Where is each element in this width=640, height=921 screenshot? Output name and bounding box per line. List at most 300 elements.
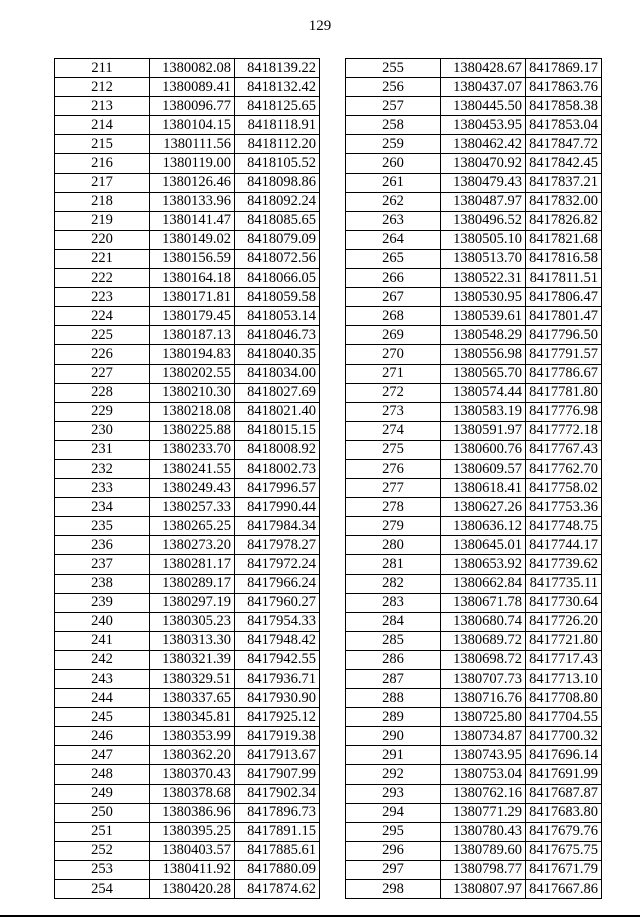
table-row [346,288,602,307]
table-row [346,536,602,555]
table-row [55,670,320,689]
x-coordinate-cell: 1380395.25 [150,822,235,841]
table-row [55,555,320,574]
y-coordinate-cell: 8418072.56 [235,249,320,268]
bottom-rule [0,915,640,917]
x-coordinate-cell: 1380218.08 [150,402,235,421]
point-number-cell: 286 [346,650,441,669]
y-coordinate-cell: 8418118.91 [235,116,320,135]
y-coordinate-cell: 8417758.02 [526,479,602,498]
point-number-cell: 211 [55,59,150,78]
y-coordinate-cell: 8417821.68 [526,230,602,249]
point-number-cell: 279 [346,517,441,536]
x-coordinate-cell: 1380281.17 [150,555,235,574]
point-number-cell: 243 [55,670,150,689]
point-number-cell: 252 [55,841,150,860]
y-coordinate-cell: 8417739.62 [526,555,602,574]
table-row [346,269,602,288]
table-row [346,154,602,173]
x-coordinate-cell: 1380420.28 [150,880,235,899]
x-coordinate-cell: 1380194.83 [150,345,235,364]
table-row [55,689,320,708]
point-number-cell: 232 [55,459,150,478]
y-coordinate-cell: 8418079.09 [235,230,320,249]
table-row [346,249,602,268]
y-coordinate-cell: 8418021.40 [235,402,320,421]
y-coordinate-cell: 8417806.47 [526,288,602,307]
table-row [55,402,320,421]
x-coordinate-cell: 1380353.99 [150,727,235,746]
x-coordinate-cell: 1380479.43 [441,173,526,192]
coordinates-table-left [54,58,320,899]
point-number-cell: 251 [55,822,150,841]
y-coordinate-cell: 8417748.75 [526,517,602,536]
point-number-cell: 249 [55,784,150,803]
x-coordinate-cell: 1380513.70 [441,249,526,268]
x-coordinate-cell: 1380496.52 [441,211,526,230]
x-coordinate-cell: 1380645.01 [441,536,526,555]
x-coordinate-cell: 1380233.70 [150,440,235,459]
table-row [55,708,320,727]
table-row [346,459,602,478]
table-row [346,326,602,345]
table-row [55,574,320,593]
point-number-cell: 220 [55,230,150,249]
table-row [55,288,320,307]
x-coordinate-cell: 1380789.60 [441,841,526,860]
table-row [55,307,320,326]
point-number-cell: 224 [55,307,150,326]
x-coordinate-cell: 1380241.55 [150,459,235,478]
x-coordinate-cell: 1380743.95 [441,746,526,765]
x-coordinate-cell: 1380149.02 [150,230,235,249]
point-number-cell: 213 [55,97,150,116]
point-number-cell: 216 [55,154,150,173]
table-row [346,631,602,650]
table-row [55,421,320,440]
y-coordinate-cell: 8417713.10 [526,670,602,689]
x-coordinate-cell: 1380289.17 [150,574,235,593]
point-number-cell: 275 [346,440,441,459]
point-number-cell: 285 [346,631,441,650]
table-row [346,555,602,574]
point-number-cell: 215 [55,135,150,154]
table-row [55,841,320,860]
point-number-cell: 230 [55,421,150,440]
point-number-cell: 296 [346,841,441,860]
point-number-cell: 246 [55,727,150,746]
x-coordinate-cell: 1380780.43 [441,822,526,841]
point-number-cell: 284 [346,612,441,631]
point-number-cell: 238 [55,574,150,593]
point-number-cell: 228 [55,383,150,402]
table-row [346,173,602,192]
table-row [55,727,320,746]
y-coordinate-cell: 8418112.20 [235,135,320,154]
point-number-cell: 298 [346,880,441,899]
x-coordinate-cell: 1380362.20 [150,746,235,765]
x-coordinate-cell: 1380662.84 [441,574,526,593]
y-coordinate-cell: 8417847.72 [526,135,602,154]
y-coordinate-cell: 8417811.51 [526,269,602,288]
y-coordinate-cell: 8417896.73 [235,803,320,822]
x-coordinate-cell: 1380104.15 [150,116,235,135]
table-row [346,765,602,784]
y-coordinate-cell: 8417984.34 [235,517,320,536]
x-coordinate-cell: 1380111.56 [150,135,235,154]
y-coordinate-cell: 8417708.80 [526,689,602,708]
y-coordinate-cell: 8417913.67 [235,746,320,765]
x-coordinate-cell: 1380522.31 [441,269,526,288]
x-coordinate-cell: 1380716.76 [441,689,526,708]
x-coordinate-cell: 1380225.88 [150,421,235,440]
table-row [346,650,602,669]
y-coordinate-cell: 8417735.11 [526,574,602,593]
y-coordinate-cell: 8417753.36 [526,498,602,517]
table-row [346,479,602,498]
point-number-cell: 219 [55,211,150,230]
point-number-cell: 245 [55,708,150,727]
point-number-cell: 253 [55,860,150,879]
x-coordinate-cell: 1380156.59 [150,249,235,268]
table-row [346,97,602,116]
table-row [346,803,602,822]
x-coordinate-cell: 1380313.30 [150,631,235,650]
y-coordinate-cell: 8417966.24 [235,574,320,593]
point-number-cell: 294 [346,803,441,822]
y-coordinate-cell: 8418066.05 [235,269,320,288]
table-row [346,402,602,421]
point-number-cell: 244 [55,689,150,708]
y-coordinate-cell: 8417772.18 [526,421,602,440]
point-number-cell: 259 [346,135,441,154]
table-row [55,479,320,498]
x-coordinate-cell: 1380297.19 [150,593,235,612]
point-number-cell: 276 [346,459,441,478]
y-coordinate-cell: 8418125.65 [235,97,320,116]
point-number-cell: 227 [55,364,150,383]
x-coordinate-cell: 1380548.29 [441,326,526,345]
point-number-cell: 225 [55,326,150,345]
point-number-cell: 221 [55,249,150,268]
point-number-cell: 235 [55,517,150,536]
y-coordinate-cell: 8418053.14 [235,307,320,326]
point-number-cell: 266 [346,269,441,288]
point-number-cell: 214 [55,116,150,135]
y-coordinate-cell: 8417990.44 [235,498,320,517]
y-coordinate-cell: 8417891.15 [235,822,320,841]
point-number-cell: 268 [346,307,441,326]
table-row [346,708,602,727]
x-coordinate-cell: 1380591.97 [441,421,526,440]
x-coordinate-cell: 1380762.16 [441,784,526,803]
y-coordinate-cell: 8417796.50 [526,326,602,345]
point-number-cell: 265 [346,249,441,268]
y-coordinate-cell: 8417767.43 [526,440,602,459]
table-row [55,650,320,669]
point-number-cell: 270 [346,345,441,364]
table-row [55,860,320,879]
point-number-cell: 283 [346,593,441,612]
x-coordinate-cell: 1380403.57 [150,841,235,860]
table-row [55,269,320,288]
y-coordinate-cell: 8417948.42 [235,631,320,650]
table-row [55,383,320,402]
table-row [346,192,602,211]
table-row [346,78,602,97]
y-coordinate-cell: 8417801.47 [526,307,602,326]
table-row [55,116,320,135]
point-number-cell: 231 [55,440,150,459]
table-row [346,860,602,879]
y-coordinate-cell: 8417936.71 [235,670,320,689]
table-row [346,498,602,517]
y-coordinate-cell: 8417667.86 [526,880,602,899]
table-row [346,822,602,841]
point-number-cell: 233 [55,479,150,498]
y-coordinate-cell: 8417832.00 [526,192,602,211]
point-number-cell: 297 [346,860,441,879]
table-row [346,517,602,536]
table-row [55,326,320,345]
point-number-cell: 218 [55,192,150,211]
y-coordinate-cell: 8417744.17 [526,536,602,555]
y-coordinate-cell: 8417704.55 [526,708,602,727]
point-number-cell: 242 [55,650,150,669]
point-number-cell: 236 [55,536,150,555]
point-number-cell: 240 [55,612,150,631]
table-row [55,97,320,116]
x-coordinate-cell: 1380725.80 [441,708,526,727]
point-number-cell: 277 [346,479,441,498]
table-row [55,249,320,268]
x-coordinate-cell: 1380734.87 [441,727,526,746]
x-coordinate-cell: 1380096.77 [150,97,235,116]
x-coordinate-cell: 1380411.92 [150,860,235,879]
y-coordinate-cell: 8417762.70 [526,459,602,478]
point-number-cell: 254 [55,880,150,899]
table-row [346,211,602,230]
y-coordinate-cell: 8417675.75 [526,841,602,860]
point-number-cell: 241 [55,631,150,650]
y-coordinate-cell: 8417880.09 [235,860,320,879]
point-number-cell: 278 [346,498,441,517]
x-coordinate-cell: 1380210.30 [150,383,235,402]
point-number-cell: 281 [346,555,441,574]
y-coordinate-cell: 8417863.76 [526,78,602,97]
point-number-cell: 248 [55,765,150,784]
y-coordinate-cell: 8417919.38 [235,727,320,746]
x-coordinate-cell: 1380453.95 [441,116,526,135]
y-coordinate-cell: 8417960.27 [235,593,320,612]
x-coordinate-cell: 1380437.07 [441,78,526,97]
point-number-cell: 217 [55,173,150,192]
table-row [55,59,320,78]
table-row [55,536,320,555]
x-coordinate-cell: 1380636.12 [441,517,526,536]
x-coordinate-cell: 1380565.70 [441,364,526,383]
table-row [346,307,602,326]
y-coordinate-cell: 8417972.24 [235,555,320,574]
point-number-cell: 237 [55,555,150,574]
table-row [55,459,320,478]
table-row [346,689,602,708]
point-number-cell: 256 [346,78,441,97]
y-coordinate-cell: 8418008.92 [235,440,320,459]
x-coordinate-cell: 1380671.78 [441,593,526,612]
y-coordinate-cell: 8417683.80 [526,803,602,822]
y-coordinate-cell: 8417996.57 [235,479,320,498]
x-coordinate-cell: 1380082.08 [150,59,235,78]
point-number-cell: 258 [346,116,441,135]
x-coordinate-cell: 1380556.98 [441,345,526,364]
y-coordinate-cell: 8417721.80 [526,631,602,650]
y-coordinate-cell: 8417954.33 [235,612,320,631]
y-coordinate-cell: 8417687.87 [526,784,602,803]
x-coordinate-cell: 1380583.19 [441,402,526,421]
table-row [55,440,320,459]
x-coordinate-cell: 1380530.95 [441,288,526,307]
y-coordinate-cell: 8417902.34 [235,784,320,803]
x-coordinate-cell: 1380171.81 [150,288,235,307]
y-coordinate-cell: 8417816.58 [526,249,602,268]
point-number-cell: 290 [346,727,441,746]
table-row [346,116,602,135]
x-coordinate-cell: 1380126.46 [150,173,235,192]
x-coordinate-cell: 1380574.44 [441,383,526,402]
y-coordinate-cell: 8417717.43 [526,650,602,669]
y-coordinate-cell: 8417696.14 [526,746,602,765]
table-row [55,746,320,765]
point-number-cell: 247 [55,746,150,765]
table-row [55,765,320,784]
y-coordinate-cell: 8417885.61 [235,841,320,860]
x-coordinate-cell: 1380321.39 [150,650,235,669]
y-coordinate-cell: 8417978.27 [235,536,320,555]
point-number-cell: 282 [346,574,441,593]
table-row [346,784,602,803]
coordinates-table-left-body [55,59,320,899]
x-coordinate-cell: 1380119.00 [150,154,235,173]
table-row [346,345,602,364]
y-coordinate-cell: 8417671.79 [526,860,602,879]
table-row [346,421,602,440]
point-number-cell: 267 [346,288,441,307]
page-number: 129 [308,18,332,34]
point-number-cell: 269 [346,326,441,345]
point-number-cell: 288 [346,689,441,708]
x-coordinate-cell: 1380618.41 [441,479,526,498]
table-row [55,803,320,822]
y-coordinate-cell: 8417691.99 [526,765,602,784]
y-coordinate-cell: 8418002.73 [235,459,320,478]
point-number-cell: 262 [346,192,441,211]
x-coordinate-cell: 1380753.04 [441,765,526,784]
table-row [55,78,320,97]
table-row [55,154,320,173]
point-number-cell: 239 [55,593,150,612]
x-coordinate-cell: 1380141.47 [150,211,235,230]
x-coordinate-cell: 1380470.92 [441,154,526,173]
point-number-cell: 222 [55,269,150,288]
x-coordinate-cell: 1380249.43 [150,479,235,498]
table-row [346,59,602,78]
y-coordinate-cell: 8417786.67 [526,364,602,383]
y-coordinate-cell: 8417726.20 [526,612,602,631]
y-coordinate-cell: 8418027.69 [235,383,320,402]
y-coordinate-cell: 8417837.21 [526,173,602,192]
table-row [55,593,320,612]
point-number-cell: 226 [55,345,150,364]
table-row [55,135,320,154]
y-coordinate-cell: 8417826.82 [526,211,602,230]
table-row [55,230,320,249]
y-coordinate-cell: 8418085.65 [235,211,320,230]
point-number-cell: 271 [346,364,441,383]
table-row [346,670,602,689]
table-row [346,364,602,383]
y-coordinate-cell: 8417791.57 [526,345,602,364]
x-coordinate-cell: 1380487.97 [441,192,526,211]
table-row [55,784,320,803]
x-coordinate-cell: 1380329.51 [150,670,235,689]
x-coordinate-cell: 1380305.23 [150,612,235,631]
y-coordinate-cell: 8417869.17 [526,59,602,78]
x-coordinate-cell: 1380680.74 [441,612,526,631]
point-number-cell: 289 [346,708,441,727]
x-coordinate-cell: 1380337.65 [150,689,235,708]
y-coordinate-cell: 8418132.42 [235,78,320,97]
x-coordinate-cell: 1380707.73 [441,670,526,689]
point-number-cell: 274 [346,421,441,440]
x-coordinate-cell: 1380133.96 [150,192,235,211]
x-coordinate-cell: 1380462.42 [441,135,526,154]
x-coordinate-cell: 1380202.55 [150,364,235,383]
x-coordinate-cell: 1380345.81 [150,708,235,727]
table-row [55,822,320,841]
point-number-cell: 261 [346,173,441,192]
table-row [346,135,602,154]
point-number-cell: 273 [346,402,441,421]
table-row [346,574,602,593]
table-row [55,612,320,631]
point-number-cell: 250 [55,803,150,822]
x-coordinate-cell: 1380164.18 [150,269,235,288]
table-row [346,230,602,249]
x-coordinate-cell: 1380378.68 [150,784,235,803]
point-number-cell: 272 [346,383,441,402]
y-coordinate-cell: 8418040.35 [235,345,320,364]
table-row [346,727,602,746]
x-coordinate-cell: 1380539.61 [441,307,526,326]
x-coordinate-cell: 1380698.72 [441,650,526,669]
table-row [346,841,602,860]
y-coordinate-cell: 8417679.76 [526,822,602,841]
table-row [55,498,320,517]
point-number-cell: 234 [55,498,150,517]
point-number-cell: 257 [346,97,441,116]
x-coordinate-cell: 1380179.45 [150,307,235,326]
y-coordinate-cell: 8417858.38 [526,97,602,116]
coordinates-table-right-body [346,59,602,899]
point-number-cell: 263 [346,211,441,230]
y-coordinate-cell: 8417700.32 [526,727,602,746]
point-number-cell: 280 [346,536,441,555]
x-coordinate-cell: 1380627.26 [441,498,526,517]
y-coordinate-cell: 8417781.80 [526,383,602,402]
x-coordinate-cell: 1380653.92 [441,555,526,574]
x-coordinate-cell: 1380265.25 [150,517,235,536]
